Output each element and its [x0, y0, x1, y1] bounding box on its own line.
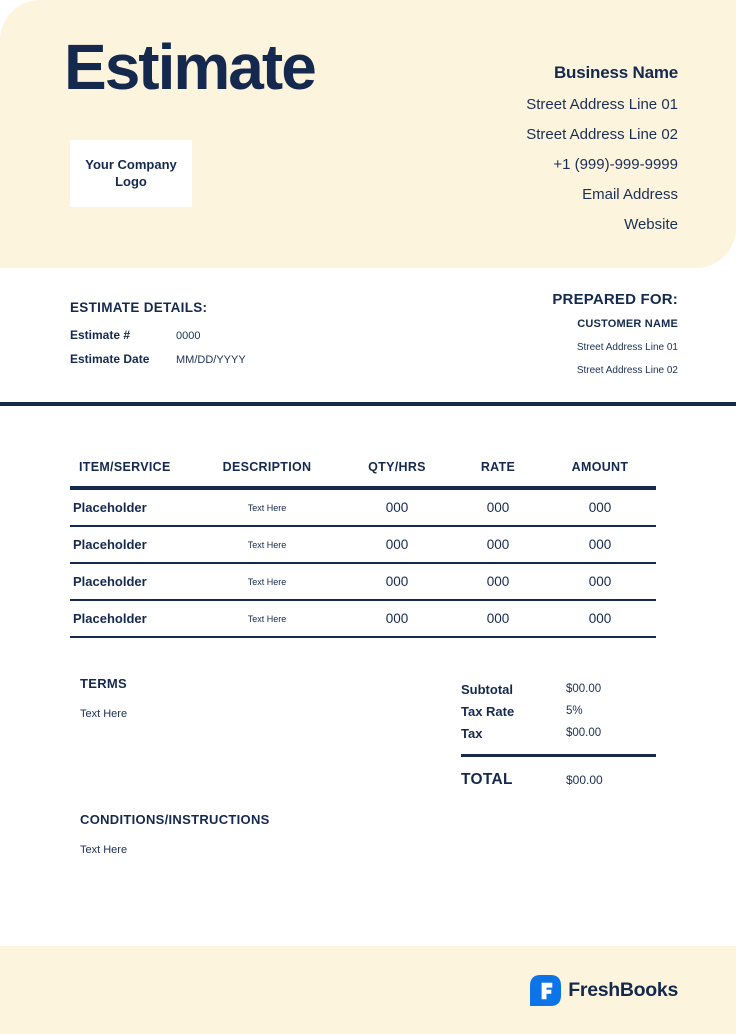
totals-divider [461, 754, 656, 757]
column-header-rate: RATE [480, 460, 516, 474]
table-row [70, 490, 656, 527]
estimate-number-row [70, 328, 246, 342]
estimate-date-label: Estimate Date [70, 352, 150, 366]
cell-item: Placeholder [73, 574, 147, 589]
line-items-table [70, 448, 656, 638]
tax-label: Tax [461, 725, 483, 741]
total-row [461, 771, 656, 789]
page-title: Estimate [64, 31, 315, 103]
terms-section [80, 676, 127, 720]
terms-text: Text Here [80, 708, 128, 720]
column-header-qty-hrs: QTY/HRS [368, 460, 426, 474]
estimate-number-label: Estimate # [70, 328, 131, 342]
column-header-item-service: ITEM/SERVICE [79, 460, 171, 474]
business-info [526, 63, 678, 246]
cell-qty: 000 [385, 574, 409, 589]
cell-description: Text Here [247, 576, 287, 587]
estimate-number-value: 0000 [176, 330, 201, 342]
business-name: Business Name [553, 63, 678, 82]
subtotal-row [461, 678, 656, 700]
footer-banner [0, 946, 736, 1034]
tax-value: $00.00 [566, 727, 602, 739]
cell-amount: 000 [588, 500, 612, 515]
terms-heading: TERMS [80, 676, 127, 691]
customer-address-line-1: Street Address Line 01 [576, 342, 678, 353]
cell-description: Text Here [247, 539, 287, 550]
table-row [70, 601, 656, 638]
tax-rate-row [461, 700, 656, 722]
section-divider [0, 402, 736, 406]
business-address-line-2: Street Address Line 02 [526, 126, 678, 143]
cell-qty: 000 [385, 500, 409, 515]
company-logo-text: Your Company Logo [85, 157, 177, 189]
conditions-heading: CONDITIONS/INSTRUCTIONS [80, 812, 270, 827]
column-header-amount: AMOUNT [571, 460, 629, 474]
customer-name: CUSTOMER NAME [577, 318, 678, 330]
prepared-for-heading: PREPARED FOR: [552, 291, 678, 308]
cell-item: Placeholder [73, 537, 147, 552]
cell-amount: 000 [588, 574, 612, 589]
prepared-for [552, 291, 678, 388]
cell-amount: 000 [588, 537, 612, 552]
cell-rate: 000 [486, 574, 510, 589]
header-banner [0, 0, 736, 268]
conditions-text: Text Here [80, 844, 128, 856]
cell-item: Placeholder [73, 611, 147, 626]
conditions-section [80, 812, 270, 856]
cell-qty: 000 [385, 537, 409, 552]
cell-amount: 000 [588, 611, 612, 626]
freshbooks-logo-icon [530, 975, 561, 1006]
tax-rate-label: Tax Rate [461, 703, 515, 719]
estimate-date-row [70, 352, 246, 366]
customer-address-line-2: Street Address Line 02 [576, 365, 678, 376]
cell-rate: 000 [486, 537, 510, 552]
tax-rate-value: 5% [566, 705, 583, 717]
table-row [70, 527, 656, 564]
business-website: Website [624, 216, 678, 233]
cell-rate: 000 [486, 611, 510, 626]
business-email: Email Address [582, 186, 678, 203]
freshbooks-wordmark: FreshBooks [568, 978, 678, 1001]
company-logo-placeholder [70, 140, 192, 207]
estimate-details-heading: ESTIMATE DETAILS: [70, 300, 208, 315]
estimate-details [70, 300, 246, 376]
table-row [70, 564, 656, 601]
cell-qty: 000 [385, 611, 409, 626]
tax-row [461, 722, 656, 744]
cell-item: Placeholder [73, 500, 147, 515]
cell-description: Text Here [247, 613, 287, 624]
total-value: $00.00 [566, 773, 603, 787]
business-phone: +1 (999)-999-9999 [553, 156, 678, 173]
subtotal-label: Subtotal [461, 681, 513, 697]
estimate-date-value: MM/DD/YYYY [176, 354, 246, 366]
table-header-row [70, 448, 656, 490]
totals-section [461, 678, 656, 789]
column-header-description: DESCRIPTION [222, 460, 312, 474]
cell-description: Text Here [247, 502, 287, 513]
total-label: TOTAL [461, 771, 513, 788]
business-address-line-1: Street Address Line 01 [526, 96, 678, 113]
subtotal-value: $00.00 [566, 683, 602, 695]
cell-rate: 000 [486, 500, 510, 515]
